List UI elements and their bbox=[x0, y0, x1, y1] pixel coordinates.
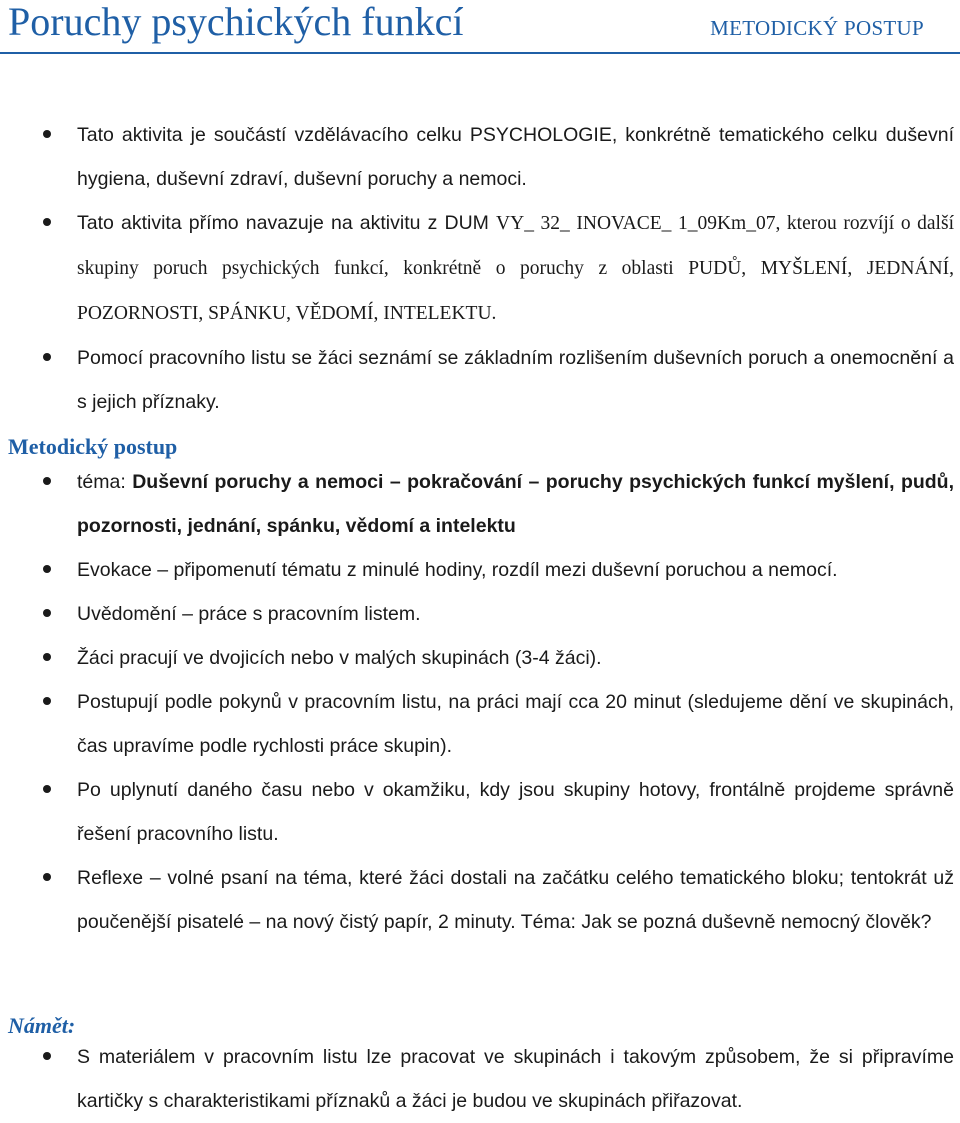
topic-label: téma: bbox=[77, 471, 133, 493]
method-item-text: Evokace – připomenutí tématu z minulé hodiny, rozdíl mezi duševní poruchou a nemocí. bbox=[77, 559, 838, 581]
list-item bbox=[0, 592, 960, 636]
intro-item-text: Tato aktivita je součástí vzdělávacího celku PSYCHOLOGIE, konkrétně tematického celku duševní hygiena, duševní zdraví, duševní poruchy a nemoci. bbox=[77, 124, 954, 190]
list-item bbox=[0, 201, 960, 336]
list-item bbox=[0, 1035, 960, 1123]
document-title: Poruchy psychických funkcí bbox=[8, 0, 464, 44]
topic-text: Duševní poruchy a nemoci – pokračování – poruchy psychických funkcí myšlení, pudů, pozornosti, jednání, spánku, vědomí a intelektu bbox=[77, 471, 955, 537]
intro-item-text: Tato aktivita přímo navazuje na aktivitu z DUM bbox=[77, 212, 497, 234]
method-list bbox=[0, 460, 960, 944]
method-heading: Metodický postup bbox=[8, 434, 178, 459]
list-item bbox=[0, 856, 960, 944]
list-item bbox=[0, 768, 960, 856]
intro-list bbox=[0, 113, 960, 424]
document-subtitle: METODICKÝ POSTUP bbox=[710, 16, 924, 40]
page-header bbox=[0, 0, 960, 54]
idea-list bbox=[0, 1035, 960, 1123]
list-item bbox=[0, 548, 960, 592]
list-item bbox=[0, 460, 960, 548]
list-item bbox=[0, 680, 960, 768]
idea-heading: Námět: bbox=[8, 1013, 76, 1038]
method-item-text: Uvědomění – práce s pracovním listem. bbox=[77, 603, 421, 625]
intro-item-text-serif: VY_ 32_ INOVACE_ 1_09Km_07, kterou rozvíjí o další skupiny poruch psychických funkcí, konkrétně o poruchy z oblasti PUDŮ, MYŠLENÍ, JEDNÁNÍ, POZORNOSTI, SPÁNKU, VĚDOMÍ, INTELEKTU. bbox=[77, 213, 954, 324]
method-item-text: Reflexe – volné psaní na téma, které žáci dostali na začátku celého tematického bloku; tentokrát už poučenější pisatelé – na nový čistý papír, 2 minuty. Téma: Jak se pozná duševně nemocný člověk? bbox=[77, 867, 954, 933]
list-item bbox=[0, 636, 960, 680]
method-item-text: Žáci pracují ve dvojicích nebo v malých skupinách (3-4 žáci). bbox=[77, 647, 602, 669]
method-item-text: Postupují podle pokynů v pracovním listu, na práci mají cca 20 minut (sledujeme dění ve skupinách, čas upravíme podle rychlosti práce skupin). bbox=[77, 691, 954, 757]
method-item-text: Po uplynutí daného času nebo v okamžiku, kdy jsou skupiny hotovy, frontálně projdeme správně řešení pracovního listu. bbox=[77, 779, 954, 845]
list-item bbox=[0, 113, 960, 201]
list-item bbox=[0, 336, 960, 424]
idea-item-text: S materiálem v pracovním listu lze pracovat ve skupinách i takovým způsobem, že si připravíme kartičky s charakteristikami příznaků a žáci je budou ve skupinách přiřazovat. bbox=[77, 1046, 954, 1112]
intro-item-text: Pomocí pracovního listu se žáci seznámí se základním rozlišením duševních poruch a onemocnění a s jejich příznaky. bbox=[77, 347, 954, 413]
